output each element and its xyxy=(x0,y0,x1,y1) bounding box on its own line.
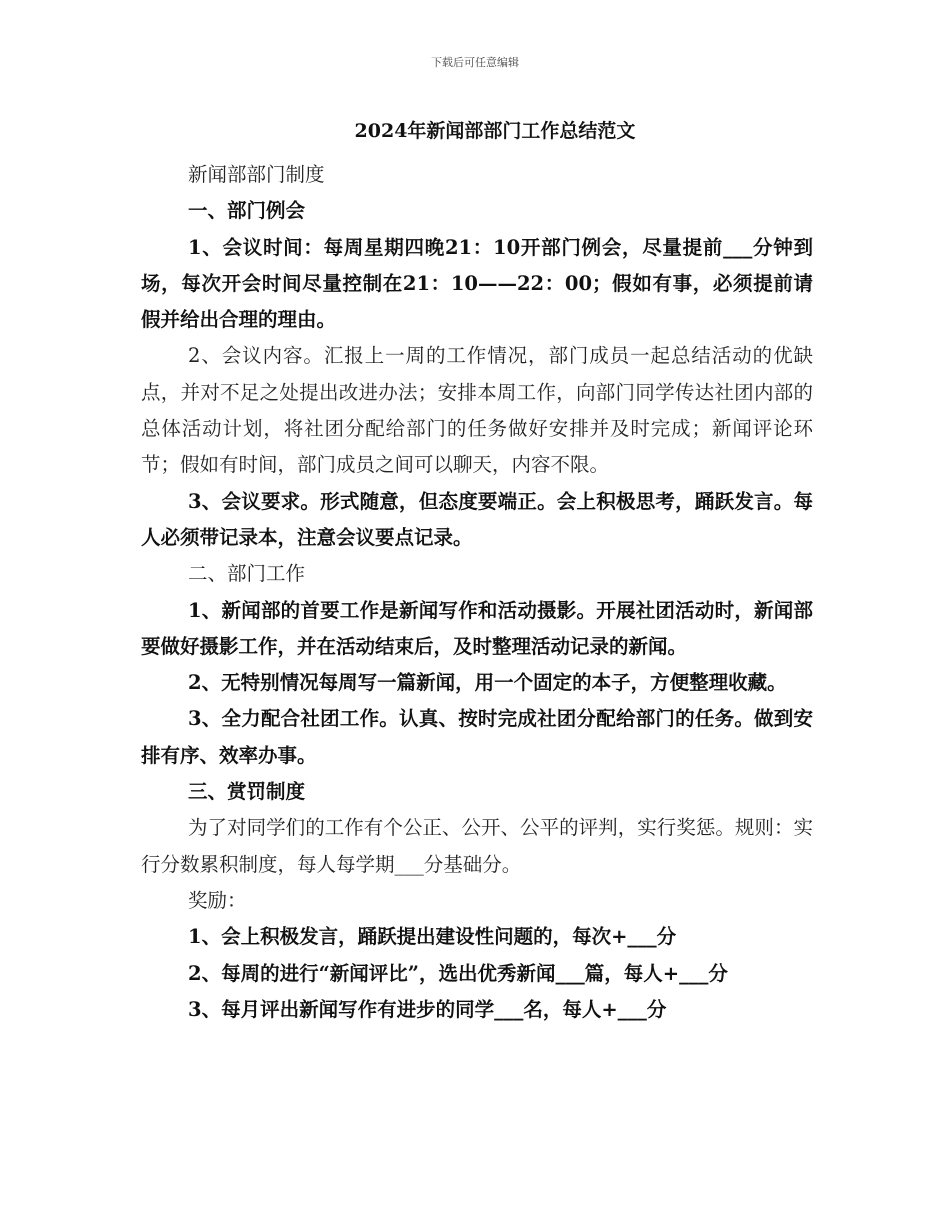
header-note: 下载后可任意编辑 xyxy=(431,56,519,69)
paragraph-10: 三、赏罚制度 xyxy=(188,780,306,804)
paragraph-8: 2、无特别情况每周写一篇新闻，用一个固定的本子，方便整理收藏。 xyxy=(188,671,787,695)
paragraph-12: 奖励： xyxy=(188,888,247,912)
paragraph-2: 一、部门例会 xyxy=(188,199,306,223)
paragraph-9: 3、全力配合社团工作。认真、按时完成社团分配给部门的任务。做到安排有序、效率办事。 xyxy=(141,707,813,767)
document-title: 2024年新闻部部门工作总结范文 xyxy=(354,120,636,142)
paragraph-13: 1、会上积极发言，踊跃提出建设性问题的，每次+___分 xyxy=(188,925,677,949)
paragraph-5: 3、会议要求。形式随意，但态度要端正。会上积极思考，踊跃发言。每人必须带记录本，注意会议要点记录。 xyxy=(141,489,813,549)
paragraph-15: 3、每月评出新闻写作有进步的同学___名，每人+___分 xyxy=(188,997,667,1021)
paragraph-4: 2、会议内容。汇报上一周的工作情况，部门成员一起总结活动的优缺点，并对不足之处提出改进办法；安排本周工作，向部门同学传达社团内部的总体活动计划，将社团分配给部门的任务做好安排并及时完成；新闻评论环节；假如有时间，部门成员之间可以聊天，内容不限。 xyxy=(141,344,813,477)
paragraph-14: 2、每周的进行“新闻评比”，选出优秀新闻___篇，每人+___分 xyxy=(188,961,728,985)
document-body xyxy=(141,157,813,1028)
paragraph-3: 1、会议时间：每周星期四晚21：10开部门例会，尽量提前___分钟到场，每次开会时间尽量控制在21：10——22：00；假如有事，必须提前请假并给出合理的理由。 xyxy=(141,235,813,332)
paragraph-11: 为了对同学们的工作有个公正、公开、公平的评判，实行奖惩。规则：实行分数累积制度，每人每学期___分基础分。 xyxy=(141,816,813,876)
paragraph-7: 1、新闻部的首要工作是新闻写作和活动摄影。开展社团活动时，新闻部要做好摄影工作，并在活动结束后，及时整理活动记录的新闻。 xyxy=(141,598,813,658)
paragraph-1: 新闻部部门制度 xyxy=(188,163,325,186)
paragraph-6: 二、部门工作 xyxy=(188,562,306,586)
